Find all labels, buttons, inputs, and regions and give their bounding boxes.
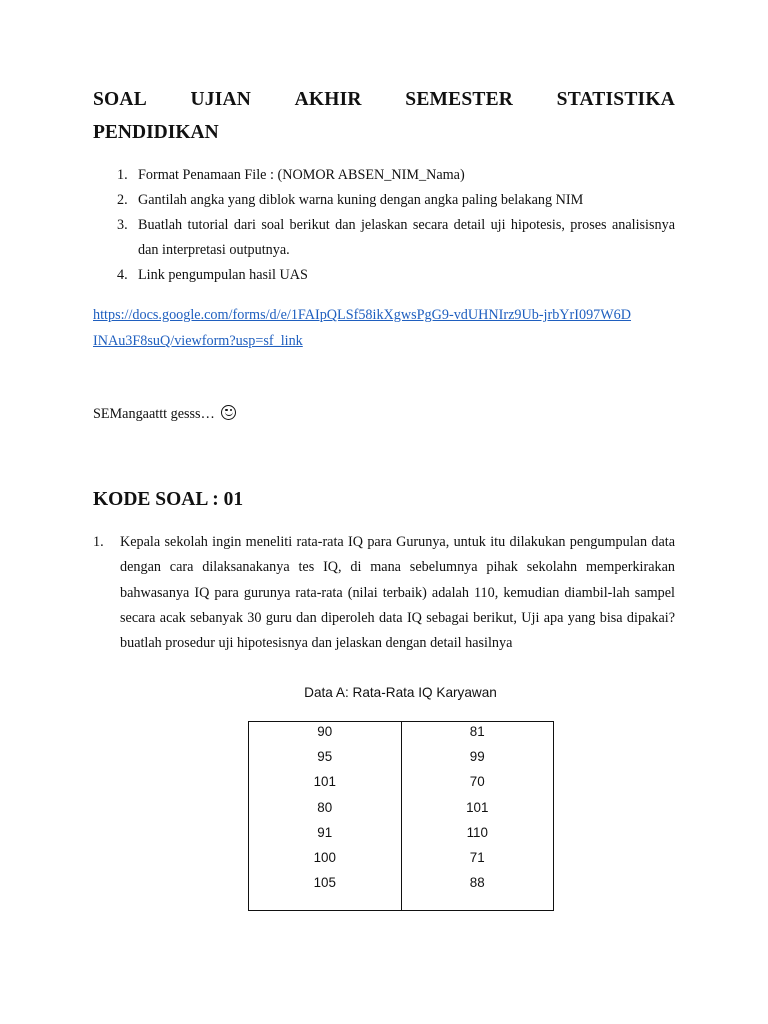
table-cell: 71 — [469, 849, 485, 865]
table-column-1 — [249, 722, 402, 911]
instructions-list — [93, 163, 675, 288]
instruction-number: 3. — [117, 217, 128, 233]
table-cell: 90 — [317, 724, 333, 739]
title-word: AKHIR — [294, 89, 362, 110]
table-caption: Data A: Rata-Rata IQ Karyawan — [304, 685, 497, 700]
table-cell: 91 — [317, 824, 333, 840]
cheer-text: SEMangaattt gesss… — [93, 406, 219, 422]
table-cell: 105 — [313, 875, 336, 891]
table-cell: 70 — [469, 774, 485, 790]
table-column-2 — [401, 722, 554, 911]
table-cell: 101 — [466, 799, 489, 815]
iq-data-table — [248, 721, 554, 911]
instruction-text: Link pengumpulan hasil UAS — [138, 267, 308, 283]
question-code-heading: KODE SOAL : 01 — [93, 489, 244, 510]
instruction-number: 2. — [117, 192, 128, 208]
instruction-item — [93, 263, 675, 287]
title-word: STATISTIKA — [556, 89, 675, 110]
question-number: 1. — [93, 534, 104, 550]
table-cell: 100 — [313, 849, 336, 865]
submission-link[interactable]: https://docs.google.com/forms/d/e/1FAIpQLSf58ikXgwsPgG9-vdUHNIrz9Ub-jrbYrI097W6DINAu3F8suQ/viewform?usp=sf_link — [93, 307, 632, 349]
title-word: SEMESTER — [405, 89, 514, 110]
table-cell: 110 — [466, 824, 488, 840]
title-word: SOAL — [93, 89, 147, 110]
table-cell: 99 — [469, 749, 485, 765]
title-line-1 — [93, 83, 675, 116]
instruction-number: 4. — [117, 267, 128, 283]
instruction-item — [93, 163, 675, 187]
table-cell: 80 — [317, 799, 333, 815]
instruction-text: Gantilah angka yang diblok warna kuning dengan angka paling belakang NIM — [138, 192, 584, 208]
table-cell: 88 — [469, 875, 485, 891]
table-cell: 81 — [469, 724, 485, 739]
table-row — [249, 722, 554, 911]
title-line-2: PENDIDIKAN — [93, 122, 219, 143]
smiley-face-icon — [221, 405, 236, 420]
table-cell: 101 — [313, 774, 336, 790]
table-cell: 95 — [317, 749, 333, 765]
document-title — [93, 83, 675, 149]
cheer-text-line — [93, 402, 236, 426]
instruction-item — [93, 188, 675, 212]
instruction-text: Buatlah tutorial dari soal berikut dan jelaskan secara detail uji hipotesis, proses analisisnya dan interpretasi outputnya. — [138, 217, 675, 258]
question-text: Kepala sekolah ingin meneliti rata-rata IQ para Gurunya, untuk itu dilakukan pengumpulan data dengan cara dilaksanakanya tes IQ, di mana sebelumnya pihak sekolahn memperkirakan bahwasanya IQ para gurunya rata-rata (nilai terbaik) adalah 110, kemudian diambil-lah sampel secara acak sebanyak 30 guru dan diperoleh data IQ sebagai berikut, Uji apa yang bisa dipakai? buatlah prosedur uji hipotesisnya dan jelaskan dengan detail hasilnya — [120, 534, 675, 652]
instruction-item — [93, 213, 675, 262]
title-word: UJIAN — [190, 89, 252, 110]
instruction-number: 1. — [117, 167, 128, 183]
instruction-text: Format Penamaan File : (NOMOR ABSEN_NIM_Nama) — [138, 167, 465, 183]
